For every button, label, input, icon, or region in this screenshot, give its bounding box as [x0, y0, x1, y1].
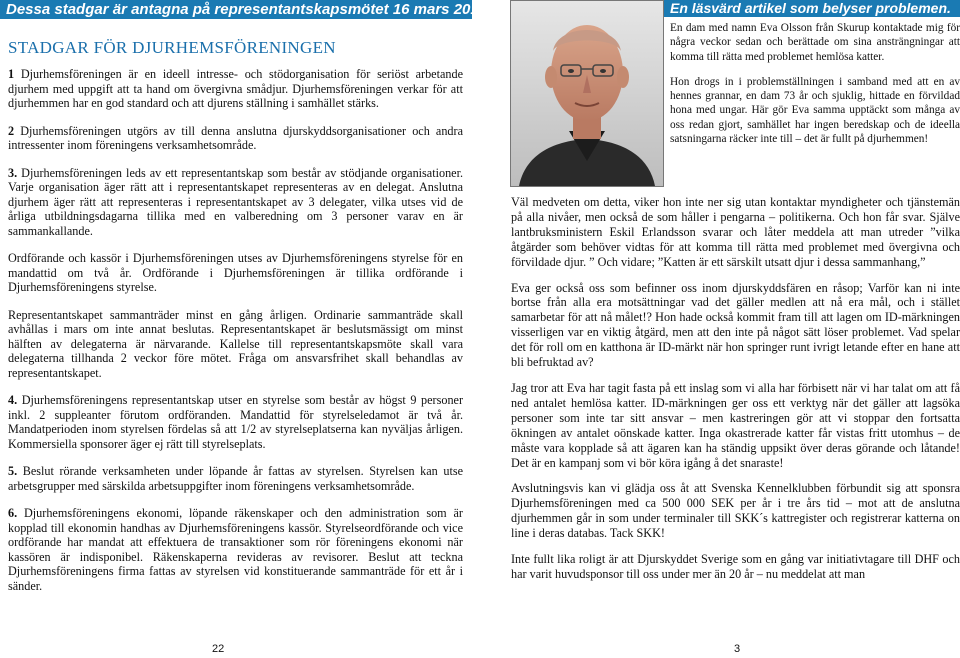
section-text: Djurhemsföreningens ekonomi, löpande räkenskaper och den administration som är kopplad till ekonomin handhas av Djurhemsföreningens kassör. Styrelseordförande och vice ordförande har mandat att effektuera de transaktioner som rör föreningens ekonomi när kassören är indisponibel. Räkenskaperna revideras av revisorer. Beslut att teckna Djurhemsföreningens firma fattas av styrelsen vid konstituerande sammanträde för ett år i sänder. [8, 506, 463, 593]
article-body [511, 195, 960, 593]
statute-paragraph [8, 393, 463, 451]
section-number: 6. [8, 506, 18, 520]
statute-paragraph [8, 464, 463, 493]
article-paragraph: Inte fullt lika roligt är att Djurskyddet Sverige som en gång var initiativtagare till DHF och har varit huvudsponsor till oss under mer än 20 år – nu meddelat att man [511, 552, 960, 581]
article-paragraph: Eva ger också oss som befinner oss inom djurskyddsfären en råsop; Varför kan ni inte bortse från alla era motsättningar vad det gäller medlen att nå era mål, och i stället samarbetar för att nå målet!? Hon hade också kommit fram till att lagen om ID-märkningen visserligen var en viktig åtgärd, men att den inte på något sätt löser problemet. Vad spelar det för roll om en katthona är ID-märkt när hon springer runt ivrigt letande efter en hane att bli befruktad av? [511, 280, 960, 370]
statute-paragraph [8, 308, 463, 381]
article-banner: En läsvärd artikel som belyser problemen. [664, 0, 960, 17]
right-page-number: 3 [734, 643, 741, 655]
intro-paragraph: Hon drogs in i problemställningen i samband med att en av hennes grannar, en dam 73 år och sjuklig, hittade en förvildad hona med ungar. Här gör Eva samma upptäckt som många av oss redan gjort, samhället har ingen beredskap och de ideella satsningarna räcker inte till – det är fullt på djurhemmen! [670, 75, 960, 146]
section-text: Djurhemsföreningen leds av ett representantskap som består av stödjande organisationer. Varje organisation äger rätt att i representantskapet representeras av en delegat. Anslutna djurhem äger rätt att representeras i representantskapet av 3 delegater, vilka utses vid de årliga utbildningsdagarna tillika med en valberedning om 3 personer varav en är sammankallande. [8, 165, 463, 238]
statute-banner: Dessa stadgar är antagna på representantskapsmötet 16 mars 2011. [0, 0, 472, 19]
section-number: 4. [8, 393, 18, 407]
section-number: 3. [8, 165, 18, 180]
statute-title: STADGAR FÖR DJURHEMSFÖRENINGEN [8, 38, 336, 57]
statute-paragraph [8, 166, 463, 239]
section-text: Ordförande och kassör i Djurhemsföreningen utses av Djurhemsföreningens styrelse för en mandattid om två år. Ordförande i Djurhemsföreningen är tillika ordförande i Djurhemsföreningens styrelse. [8, 251, 463, 294]
section-number: 5. [8, 464, 18, 478]
right-page [480, 0, 960, 658]
article-paragraph: Avslutningsvis kan vi glädja oss åt att Svenska Kennelklubben förbundit sig att sponsra Djurhemsföreningen med ca 500 000 SEK per år i tre års tid – mot att de anslutna djurhemmen går in som under terminaler till SKK´s kattregister och registrerar katterna on line i deras databas. Tack SKK! [511, 481, 960, 541]
statute-body [8, 67, 463, 606]
statute-paragraph [8, 506, 463, 593]
left-page-number: 22 [212, 643, 225, 655]
statute-paragraph [8, 124, 463, 153]
portrait-image [511, 1, 663, 186]
article-paragraph: Väl medveten om detta, viker hon inte ner sig utan kontaktar myndigheter och tjänstemän på alla nivåer, men också de som håller i pengarna – politikerna. Och hon får svar. Själve lantbruksministern Eskil Erlandsson svarar och låter meddela att man utreder ”vilka åtgärder som behöver vidtas för att komma till rätta med problemet med övergivna och förvildade djur. ” Och vidare; ”Katten är ett särskilt utsatt djur i dessa sammanhang,” [511, 195, 960, 269]
section-number: 2 [8, 123, 15, 138]
article-intro [670, 21, 960, 157]
intro-paragraph: En dam med namn Eva Olsson från Skurup kontaktade mig för några veckor sedan och berättade om sina ansträngningar att komma till rätta med problemet hemlösa katter. [670, 22, 960, 63]
section-number: 1 [8, 67, 15, 81]
portrait-photo [510, 0, 664, 187]
article-paragraph: Jag tror att Eva har tagit fasta på ett inslag som vi alla har förbisett när vi har talat om att få ned antalet hemlösa katter. ID-märkningen ger oss ett verktyg när det gäller att lagsöka personer som inte tar sitt ansvar – men kastreringen gör att vi stoppar den fortsatta ökningen av antalet oönskade katter. Inga okastrerade katter får vistas fritt utomhus – de måste vara kopplade så att ägaren kan ha ständig uppsikt över deras görande och låtande! Det är en kampanj som vi bör köra igång å det snaraste! [511, 380, 960, 470]
section-text: Djurhemsföreningens representantskap utser en styrelse som består av högst 9 personer inkl. 2 suppleanter förutom ordföranden. Mandattid för styrelseledamot är två år. Mandatperioden inom styrelsen fördelas så att 1/2 av styrelseplatserna kan nyväljas årligen. Kommersiella sponsorer äger ej rätt till styrelseplats. [8, 393, 463, 451]
section-text: Beslut rörande verksamheten under löpande år fattas av styrelsen. Styrelsen kan utse arbetsgrupper med särskilda arbetsuppgifter inom föreningens verksamhetsområde. [8, 464, 463, 493]
section-text: Djurhemsföreningen är en ideell intresse- och stödorganisation för seriöst arbetande djurhem med uppgift att ta hand om övergivna smådjur. Djurhemsföreningen verkar för att djurhemmen har en god standard och att djurens ställning i samhället stärks. [8, 67, 463, 110]
statute-paragraph [8, 251, 463, 295]
statute-paragraph [8, 67, 463, 111]
section-text: Djurhemsföreningen utgörs av till denna anslutna djurskyddsorganisationer och andra intressenter inom föreningens verksamhetsområde. [8, 123, 463, 152]
section-text: Representantskapet sammanträder minst en gång årligen. Ordinarie sammanträde skall avhållas i mars om inte annat beslutas. Representantskapet är beslutsmässigt om minst hälften av delegaterna är närvarande. Kallelse till representantskapsmöte skall vara delegaterna tillhanda 2 veckor före mötet. Fråga om ansvarsfrihet skall behandlas av representantskapet. [8, 307, 463, 380]
